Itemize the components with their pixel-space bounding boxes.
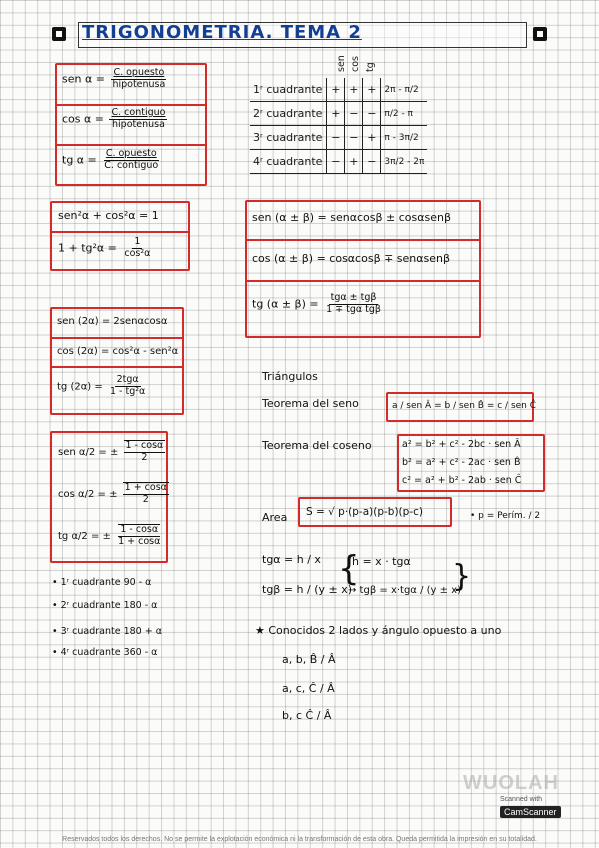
double-tg: tg (2α) = $\frac{\text{2tgα}}{\text{1 - tg²α}}$ [57,374,146,397]
system-brace-left: { [338,549,360,589]
half-tg: tg α/2 = ± $\frac{1 - \cos\alpha}{1 + \cos\alpha}$ [58,524,161,547]
system-brace-right: } [452,559,472,594]
triangles-heading: Triángulos [262,370,318,383]
cosine-law-b: b² = a² + c² - 2ac · sen B̂ [402,457,521,468]
double-cos: cos (2α) = cos²α - sen²α [57,346,179,357]
half-sen: sen α/2 = ± $\frac{1 - \cos\alpha}{2}$ [58,440,164,463]
def-sen: sen α = $\frac{\text{C. opuesto}}{\text{hipotenusa}}$ [62,67,166,90]
wuolah-logo: WUOLAH [463,772,559,794]
tg-alpha: tgα = h / x [262,553,321,566]
sum-sen: sen (α ± β) = senαcosβ ± cosαsenβ [252,211,451,224]
table-row: 2ʳ cuadrante + − − π/2 - π [250,102,427,126]
table-row: 3ʳ cuadrante − − + π - 3π/2 [250,126,427,150]
area-label: Area [262,511,288,524]
cosine-law-c: c² = a² + b² - 2ab · sen Ĉ [402,475,522,486]
case-2: a, c, Ĉ / Â [282,682,335,695]
sine-law: a / sen Â = b / sen B̂ = c / sen Ĉ [392,401,537,411]
case-1: a, b, B̂ / Â [282,653,336,666]
area-formula: S = √ p·(p-a)(p-b)(p-c) [306,506,423,518]
double-sen: sen (2α) = 2senαcosα [57,316,168,327]
case-3: b, c Ĉ / Â [282,709,332,722]
sum-cos: cos (α ± β) = cosαcosβ ∓ senαsenβ [252,252,451,265]
page-title: TRIGONOMETRIA. TEMA 2 [82,22,362,43]
def-tg: tg α = $\frac{\text{C. opuesto}}{\text{C. contiguo}}$ [62,148,159,171]
corner-mark-left-icon [52,27,66,41]
footer-notice: Reservados todos los derechos. No se permite la explotación económica ni la transformación de esta obra. Queda permitida la impresión en su totalidad. [62,836,537,843]
scanned-with-label: Scanned with [500,796,543,803]
tangent-identity: 1 + tg²α = $\frac{1}{\text{cos²α}}$ [58,236,151,259]
pythagorean-identity: sen²α + cos²α = 1 [58,209,159,222]
header-sen: sen [336,55,347,72]
def-cos: cos α = $\frac{\text{C. contiguo}}{\text{hipotenusa}}$ [62,107,166,130]
tg-beta: tgβ = h / (y ± x) [262,583,353,596]
known-sides-note: ★ Conocidos 2 lados y ángulo opuesto a uno [255,624,502,637]
half-cos: cos α/2 = ± $\frac{1 + \cos\alpha}{2}$ [58,482,167,505]
tg-beta-solution: → tgβ = x·tgα / (y ± x) [348,585,462,596]
corner-mark-right-icon [533,27,547,41]
cosine-law-label: Teorema del coseno [262,439,372,452]
reduction-2: • 2ʳ cuadrante 180 - α [52,600,158,611]
header-cos: cos [350,56,361,72]
h-expression: h = x · tgα [352,555,411,568]
perimeter-note: • p = Perím. / 2 [470,511,541,521]
reduction-1: • 1ʳ cuadrante 90 - α [52,577,152,588]
camscanner-badge: CamScanner [500,806,561,818]
quadrant-table [250,78,427,174]
table-row: 1ʳ cuadrante + + + 2π - π/2 [250,78,427,102]
sum-tg: tg (α ± β) = $\frac{\text{tgα ± tgβ}}{\text{1 ∓ tgα tgβ}}$ [252,292,381,315]
header-tg: tg [365,62,376,72]
sine-law-label: Teorema del seno [262,397,359,410]
table-row: 4ʳ cuadrante − + − 3π/2 - 2π [250,150,427,174]
reduction-3: • 3ʳ cuadrante 180 + α [52,626,162,637]
reduction-4: • 4ʳ cuadrante 360 - α [52,647,158,658]
cosine-law-a: a² = b² + c² - 2bc · sen Â [402,439,521,450]
